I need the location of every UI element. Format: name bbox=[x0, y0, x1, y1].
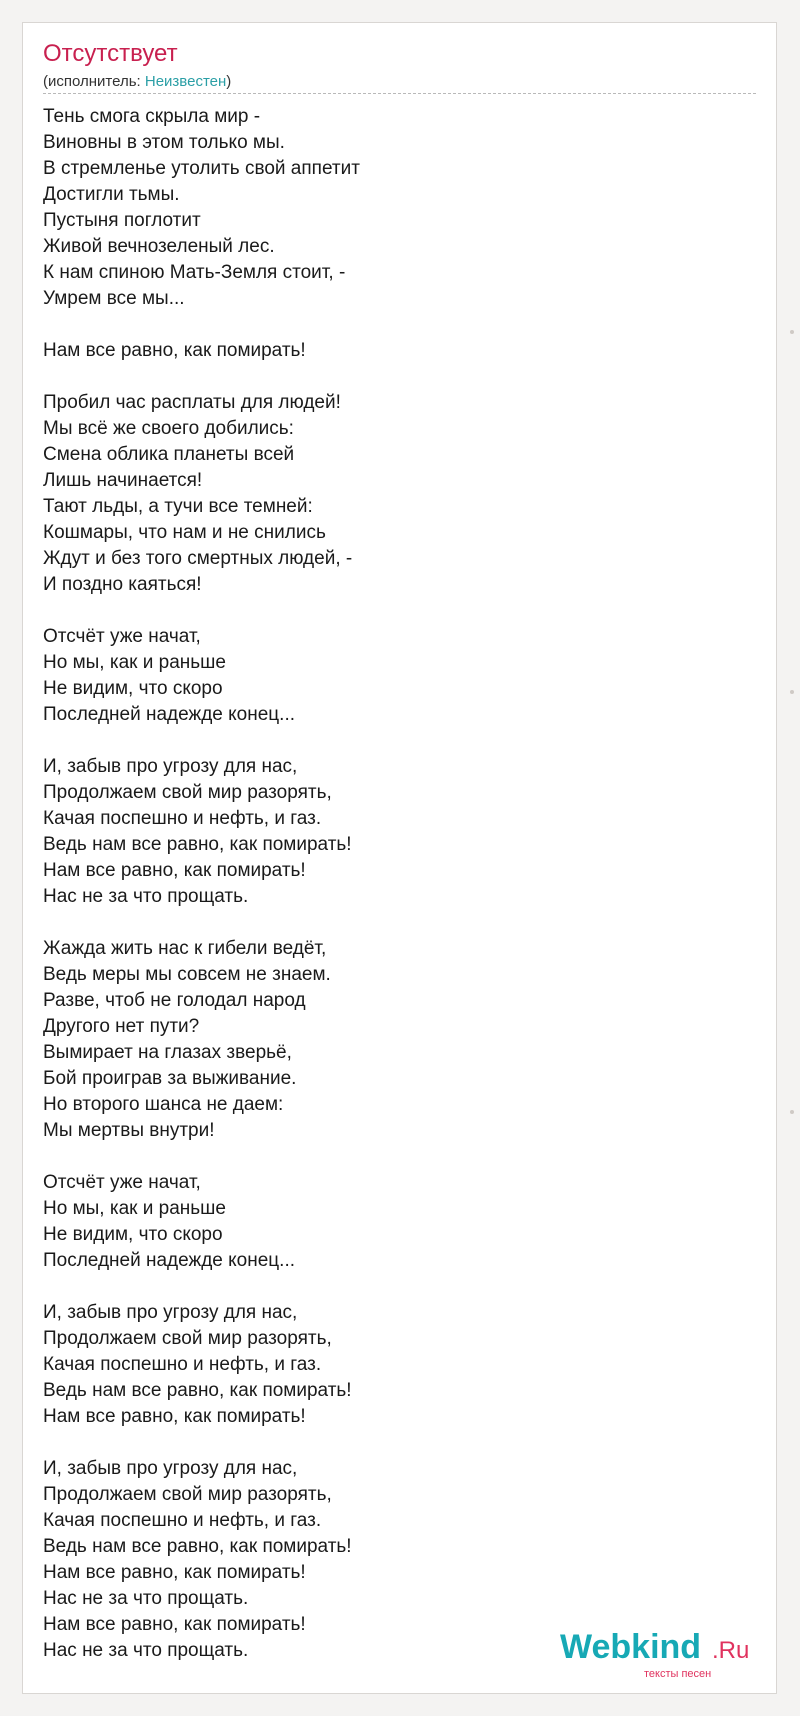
divider bbox=[43, 93, 756, 94]
lyric-line: Отсчёт уже начат, bbox=[43, 1172, 201, 1193]
stanza bbox=[43, 624, 743, 728]
lyric-line: И поздно каяться! bbox=[43, 574, 202, 595]
lyric-line: Продолжаем свой мир разорять, bbox=[43, 1484, 332, 1505]
lyric-line: Живой вечнозеленый лес. bbox=[43, 236, 275, 257]
lyric-line: Другого нет пути? bbox=[43, 1016, 200, 1037]
performer-suffix: ) bbox=[226, 73, 232, 90]
lyric-line: Качая поспешно и нефть, и газ. bbox=[43, 808, 322, 829]
lyric-line: Отсчёт уже начат, bbox=[43, 626, 201, 647]
lyric-line: Но мы, как и раньше bbox=[43, 652, 226, 673]
lyric-line: И, забыв про угрозу для нас, bbox=[43, 1458, 298, 1479]
performer-line bbox=[43, 73, 231, 91]
lyric-line: Мы мертвы внутри! bbox=[43, 1120, 215, 1141]
lyric-line: И, забыв про угрозу для нас, bbox=[43, 1302, 298, 1323]
lyric-line: Нам все равно, как помирать! bbox=[43, 860, 306, 881]
lyric-line: Ждут и без того смертных людей, - bbox=[43, 548, 353, 569]
lyric-line: Тают льды, а тучи все темней: bbox=[43, 496, 313, 517]
lyric-line: Нас не за что прощать. bbox=[43, 1588, 249, 1609]
stanza bbox=[43, 1300, 743, 1430]
logo-tagline: тексты песен bbox=[644, 1668, 712, 1680]
stanza bbox=[43, 754, 743, 910]
lyric-line: Нам все равно, как помирать! bbox=[43, 1614, 306, 1635]
lyric-line: Кошмары, что нам и не снились bbox=[43, 522, 326, 543]
lyric-line: Нам все равно, как помирать! bbox=[43, 1406, 306, 1427]
logo-wordmark: Webkind bbox=[560, 1628, 702, 1666]
lyric-line: Мы всё же своего добились: bbox=[43, 418, 294, 439]
lyric-line: Разве, чтоб не голодал народ bbox=[43, 990, 306, 1011]
lyric-line: Нас не за что прощать. bbox=[43, 1640, 249, 1661]
lyric-line: Лишь начинается! bbox=[43, 470, 203, 491]
performer-prefix: (исполнитель: bbox=[43, 73, 145, 90]
lyric-line: Продолжаем свой мир разорять, bbox=[43, 1328, 332, 1349]
stanza bbox=[43, 338, 743, 364]
lyric-line: Не видим, что скоро bbox=[43, 678, 223, 699]
lyric-line: Нам все равно, как помирать! bbox=[43, 340, 306, 361]
lyric-line: Нам все равно, как помирать! bbox=[43, 1562, 306, 1583]
lyric-line: Бой проиграв за выживание. bbox=[43, 1068, 297, 1089]
decorative-dot bbox=[790, 330, 794, 334]
lyric-line: Виновны в этом только мы. bbox=[43, 132, 285, 153]
lyric-line: Качая поспешно и нефть, и газ. bbox=[43, 1510, 322, 1531]
lyric-line: В стремленье утолить свой аппетит bbox=[43, 158, 360, 179]
lyric-line: К нам спиною Мать-Земля стоит, - bbox=[43, 262, 346, 283]
stanza bbox=[43, 390, 743, 598]
stanza bbox=[43, 104, 743, 312]
lyric-line: И, забыв про угрозу для нас, bbox=[43, 756, 298, 777]
lyric-line: Ведь нам все равно, как помирать! bbox=[43, 1380, 352, 1401]
decorative-dot bbox=[790, 1110, 794, 1114]
lyric-line: Ведь нам все равно, как помирать! bbox=[43, 1536, 352, 1557]
site-logo[interactable] bbox=[560, 1630, 760, 1688]
lyric-line: Качая поспешно и нефть, и газ. bbox=[43, 1354, 322, 1375]
stanza bbox=[43, 936, 743, 1144]
logo-domain: .Ru bbox=[712, 1637, 750, 1664]
lyric-line: Но второго шанса не даем: bbox=[43, 1094, 284, 1115]
artist-link[interactable]: Неизвестен bbox=[144, 73, 227, 90]
lyric-line: Смена облика планеты всей bbox=[43, 444, 295, 465]
song-title: Отсутствует bbox=[43, 40, 178, 67]
lyric-line: Жажда жить нас к гибели ведёт, bbox=[43, 938, 327, 959]
lyric-line: Последней надежде конец... bbox=[43, 1250, 296, 1271]
lyric-line: Ведь нам все равно, как помирать! bbox=[43, 834, 352, 855]
lyric-line: Достигли тьмы. bbox=[43, 184, 180, 205]
lyric-line: Последней надежде конец... bbox=[43, 704, 296, 725]
lyric-line: Продолжаем свой мир разорять, bbox=[43, 782, 332, 803]
stanza bbox=[43, 1170, 743, 1274]
lyric-line: Вымирает на глазах зверьё, bbox=[43, 1042, 292, 1063]
lyric-line: Тень смога скрыла мир - bbox=[43, 106, 261, 127]
lyric-line: Нас не за что прощать. bbox=[43, 886, 249, 907]
lyric-line: Пробил час расплаты для людей! bbox=[43, 392, 341, 413]
lyric-line: Не видим, что скоро bbox=[43, 1224, 223, 1245]
lyric-line: Умрем все мы... bbox=[43, 288, 185, 309]
decorative-dot bbox=[790, 690, 794, 694]
lyric-line: Ведь меры мы совсем не знаем. bbox=[43, 964, 331, 985]
lyric-line: Пустыня поглотит bbox=[43, 210, 201, 231]
lyric-line: Но мы, как и раньше bbox=[43, 1198, 226, 1219]
lyrics-card bbox=[22, 22, 777, 1694]
lyrics-text bbox=[43, 104, 743, 1664]
